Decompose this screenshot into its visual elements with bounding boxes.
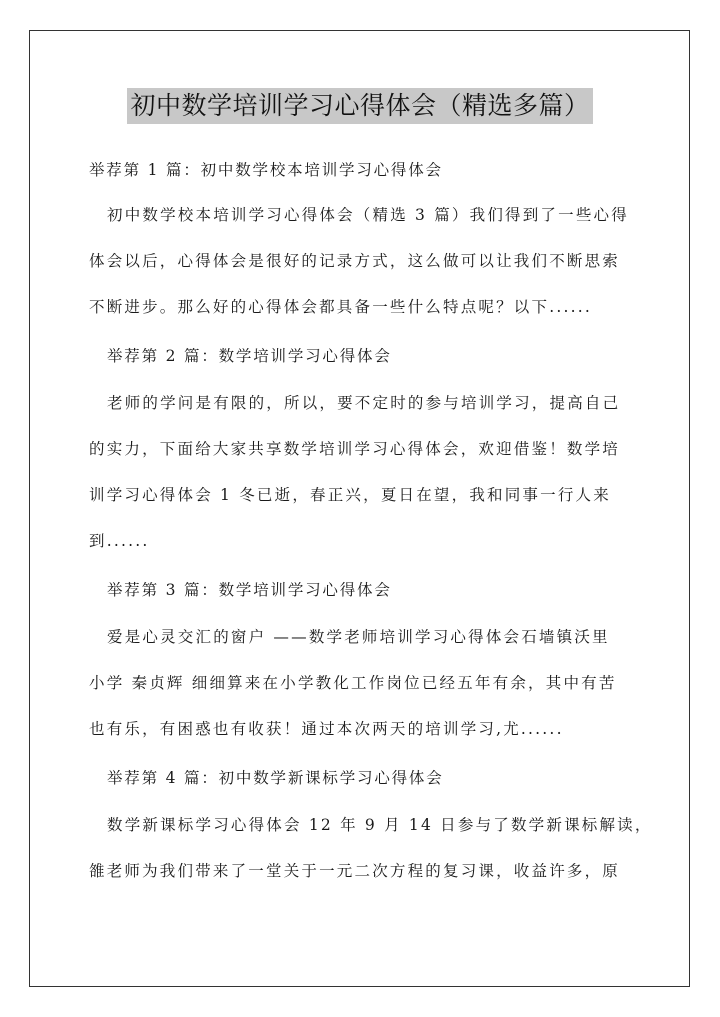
section-3-body: [89, 614, 639, 752]
recommendation-heading-4: 举荐第 4 篇：初中数学新课标学习心得体会: [107, 769, 444, 787]
recommendation-heading-1: 举荐第 1 篇：初中数学校本培训学习心得体会: [89, 161, 443, 179]
body-line: 老师的学问是有限的，所以，要不定时的参与培训学习，提高自己: [107, 394, 621, 412]
body-line: 爱是心灵交汇的窗户 ——数学老师培训学习心得体会石墙镇沃里: [107, 628, 610, 646]
body-line: 初中数学校本培训学习心得体会（精选 3 篇）我们得到了一些心得: [107, 206, 629, 224]
body-line: 的实力，下面给大家共享数学培训学习心得体会，欢迎借鉴！数学培: [89, 440, 621, 458]
recommendation-heading-2: 举荐第 2 篇：数学培训学习心得体会: [107, 347, 392, 365]
body-line: 也有乐，有困惑也有收获！通过本次两天的培训学习,尤......: [89, 720, 564, 738]
body-line: 到......: [89, 532, 150, 550]
document-title: 初中数学培训学习心得体会（精选多篇）: [127, 88, 592, 124]
section-2-body: [89, 380, 639, 564]
title-container: [0, 88, 720, 124]
recommendation-heading-3: 举荐第 3 篇：数学培训学习心得体会: [107, 581, 392, 599]
section-4-body: [89, 802, 653, 894]
body-line: 小学 秦贞辉 细细算来在小学教化工作岗位已经五年有余，其中有苦: [89, 674, 617, 692]
body-line: 雒老师为我们带来了一堂关于一元二次方程的复习课，收益许多，原: [89, 862, 621, 880]
body-line: 体会以后，心得体会是很好的记录方式，这么做可以让我们不断思索: [89, 252, 621, 270]
body-line: 训学习心得体会 1 冬已逝，春正兴，夏日在望，我和同事一行人来: [89, 486, 611, 504]
section-1-body: [89, 192, 639, 330]
body-line: 不断进步。那么好的心得体会都具备一些什么特点呢？以下......: [89, 298, 592, 316]
body-line: 数学新课标学习心得体会 12 年 9 月 14 日参与了数学新课标解读，: [107, 816, 653, 834]
